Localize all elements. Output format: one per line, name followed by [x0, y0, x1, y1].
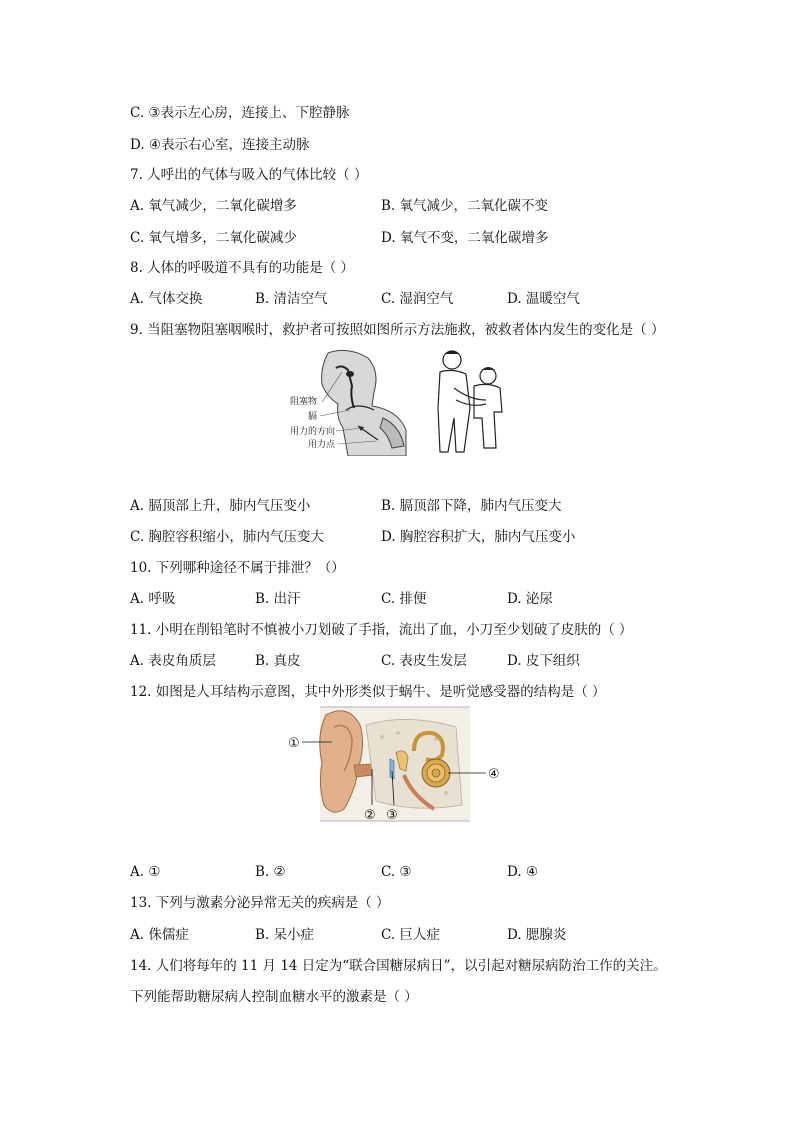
q13-stem: 13. 下列与激素分泌异常无关的疾病是（ ）: [130, 895, 390, 911]
q11-option-d: D. 皮下组织: [507, 653, 580, 669]
q13-option-c: C. 巨人症: [381, 927, 440, 943]
q14-stem-line2: 下列能帮助糖尿病人控制血糖水平的激素是（ ）: [130, 989, 418, 1005]
q8-option-a: A. 气体交换: [130, 291, 203, 307]
q7-option-b: B. 氧气减少，二氧化碳不变: [381, 198, 549, 214]
q9-option-d: D. 胸腔容积扩大，肺内气压变小: [381, 529, 576, 545]
q9-heimlich-figure: [288, 348, 514, 456]
q14-stem-line1: 14. 人们将每年的 11 月 14 日定为“联合国糖尿病日”，以引起对糖尿病防治工作的关注。: [130, 958, 667, 974]
q6-option-d: D. ④表示右心室，连接主动脉: [130, 137, 310, 153]
q7-stem: 7. 人呼出的气体与吸入的气体比较（ ）: [130, 167, 368, 183]
q12-ear-figure: [286, 705, 506, 825]
q7-option-a: A. 氧气减少，二氧化碳增多: [130, 198, 297, 214]
callout-3: ③: [386, 808, 398, 823]
q10-option-d: D. 泌尿: [507, 591, 553, 607]
q7-option-c: C. 氧气增多，二氧化碳减少: [130, 230, 297, 246]
q8-option-b: B. 清洁空气: [255, 291, 328, 307]
q13-option-b: B. 呆小症: [255, 927, 315, 943]
q12-option-a: A. ①: [130, 864, 161, 880]
rescuer-figure: [438, 351, 470, 452]
q9-stem: 9. 当阻塞物阻塞咽喉时，救护者可按照如图所示方法施救，被救者体内发生的变化是（ ）: [130, 322, 665, 338]
q9-option-b: B. 膈顶部下降，肺内气压变大: [381, 498, 562, 514]
q10-option-b: B. 出汗: [255, 591, 301, 607]
cochlea: [422, 759, 450, 787]
q6-option-c: C. ③表示左心房，连接上、下腔静脉: [130, 105, 350, 121]
q8-stem: 8. 人体的呼吸道不具有的功能是（ ）: [130, 260, 354, 276]
q12-stem: 12. 如图是人耳结构示意图，其中外形类似于蜗牛、是听觉感受器的结构是（ ）: [130, 684, 606, 700]
q9-option-c: C. 胸腔容积缩小，肺内气压变大: [130, 529, 324, 545]
q12-option-b: B. ②: [255, 864, 286, 880]
q12-option-c: C. ③: [381, 864, 412, 880]
q11-option-b: B. 真皮: [255, 653, 301, 669]
label-obstruction: 阻塞物: [290, 397, 318, 407]
q10-stem: 10. 下列哪种途径不属于排泄？（）: [130, 560, 345, 576]
q8-option-d: D. 温暖空气: [507, 291, 580, 307]
callout-2: ②: [364, 808, 376, 823]
callout-1: ①: [288, 736, 300, 751]
q11-option-c: C. 表皮生发层: [381, 653, 467, 669]
label-force-point: 用力点: [308, 440, 336, 450]
label-diaphragm: 膈: [308, 412, 318, 422]
q8-option-c: C. 湿润空气: [381, 291, 454, 307]
q11-option-a: A. 表皮角质层: [130, 653, 216, 669]
q9-option-a: A. 膈顶部上升，肺内气压变小: [130, 498, 311, 514]
q10-option-a: A. 呼吸: [130, 591, 176, 607]
q7-option-d: D. 氧气不变，二氧化碳增多: [381, 230, 549, 246]
q11-stem: 11. 小明在削铅笔时不慎被小刀划破了手指，流出了血，小刀至少划破了皮肤的（ ）: [130, 622, 633, 638]
label-force-direction: 用力的方向: [290, 427, 336, 437]
callout-4: ④: [488, 767, 500, 782]
q10-option-c: C. 排便: [381, 591, 427, 607]
q13-option-a: A. 侏儒症: [130, 927, 189, 943]
q13-option-d: D. 腮腺炎: [507, 927, 567, 943]
q12-option-d: D. ④: [507, 864, 539, 880]
